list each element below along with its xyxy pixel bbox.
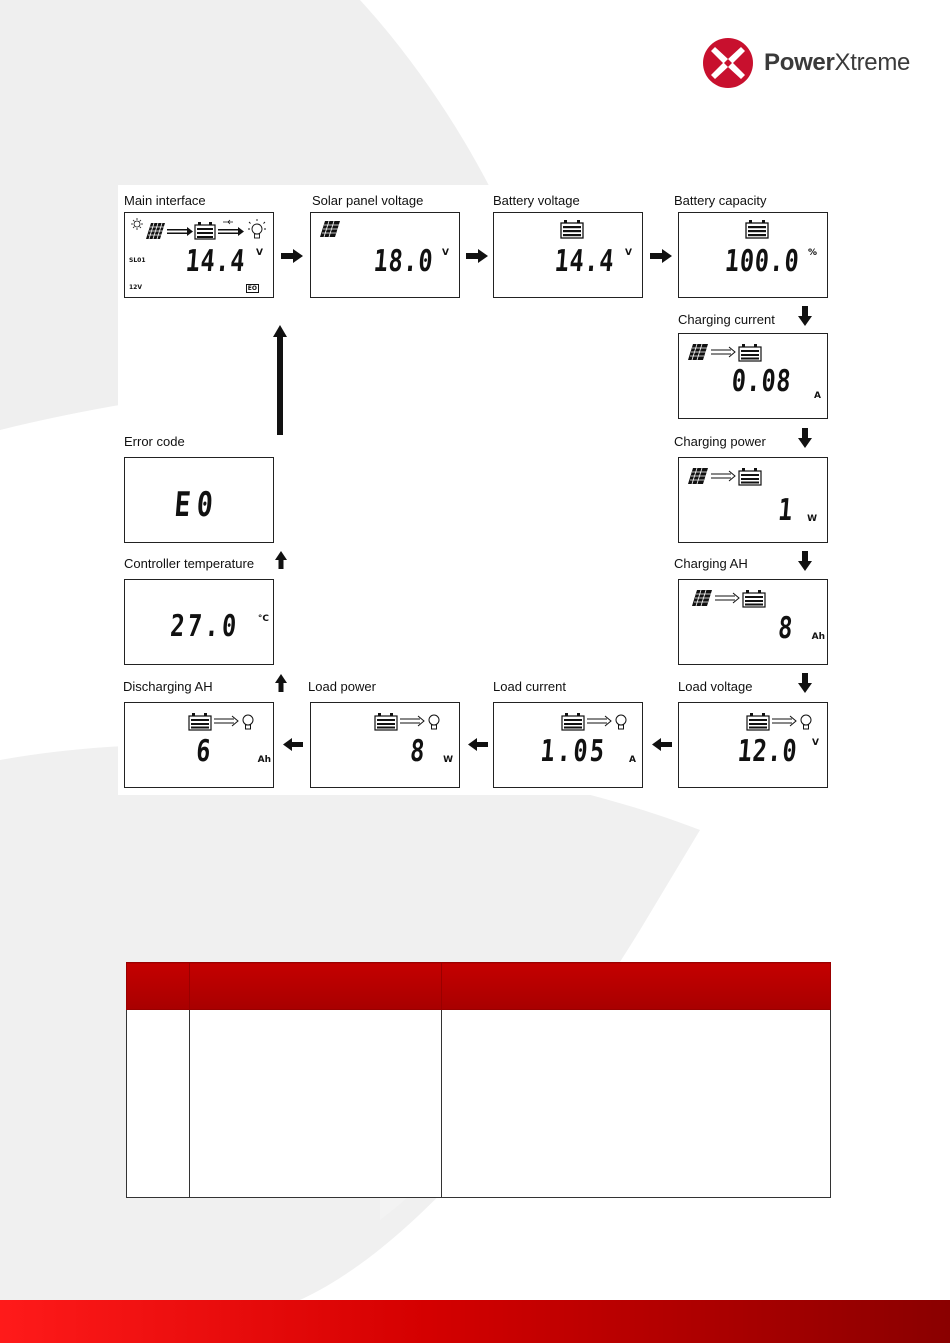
label-load-voltage: Load voltage xyxy=(678,679,753,694)
info-table xyxy=(126,962,831,1198)
arrow-right-icon xyxy=(466,249,488,263)
charging-current-unit: A xyxy=(814,391,821,401)
battery-icon xyxy=(560,219,584,239)
battery-to-load-icon xyxy=(187,711,267,731)
dotted-arrow-icon-2 xyxy=(218,227,244,236)
arrow-up-icon xyxy=(275,551,287,569)
label-controller-temperature: Controller temperature xyxy=(124,556,255,571)
screen-load-voltage xyxy=(678,702,828,788)
load-voltage-value: 12.0 xyxy=(736,734,799,769)
label-main-interface: Main interface xyxy=(124,193,206,208)
controller-temperature-value: 27.0 xyxy=(168,609,241,644)
label-load-current: Load current xyxy=(493,679,566,694)
long-arrow-up-icon xyxy=(273,325,287,435)
arrow-down-icon xyxy=(798,551,812,571)
arrow-down-icon xyxy=(798,306,812,326)
solar-to-battery-icon xyxy=(687,466,767,486)
battery-icon xyxy=(745,219,769,239)
main-interface-unit: V xyxy=(256,248,263,258)
arrow-left-icon xyxy=(468,738,488,751)
arrow-left-icon xyxy=(652,738,672,751)
sun-icon xyxy=(131,218,143,230)
bulb-icon xyxy=(248,219,266,238)
screen-error-code xyxy=(124,457,274,543)
battery-to-load-icon xyxy=(745,711,825,731)
screen-controller-temperature xyxy=(124,579,274,665)
screen-battery-voltage xyxy=(493,212,643,298)
small-label-bottom-right: EO xyxy=(247,285,257,292)
label-solar-panel-voltage: Solar panel voltage xyxy=(312,193,424,208)
label-charging-power: Charging power xyxy=(674,434,766,449)
arrow-down-icon xyxy=(798,428,812,448)
label-battery-capacity: Battery capacity xyxy=(674,193,767,208)
main-flow-icons xyxy=(129,217,269,245)
brand-name: PowerXtreme xyxy=(764,49,911,76)
battery-voltage-value: 14.4 xyxy=(553,244,616,279)
label-charging-current: Charging current xyxy=(678,312,775,327)
screen-charging-ah xyxy=(678,579,828,665)
label-load-power: Load power xyxy=(308,679,376,694)
screen-discharging-ah xyxy=(124,702,274,788)
error-code-value: E0 xyxy=(172,485,221,525)
screen-load-power xyxy=(310,702,460,788)
battery-to-load-icon xyxy=(560,711,640,731)
solar-panel-voltage-value: 18.0 xyxy=(372,244,435,279)
solar-panel-voltage-unit: V xyxy=(442,248,449,258)
screen-load-current xyxy=(493,702,643,788)
brand-logo xyxy=(702,36,910,90)
load-current-value: 1.05 xyxy=(538,734,608,769)
screen-charging-current xyxy=(678,333,828,419)
controller-temperature-unit: °C xyxy=(257,614,269,624)
battery-to-load-icon xyxy=(373,711,453,731)
small-label-bottom-left: 12V xyxy=(129,284,142,291)
label-discharging-ah: Discharging AH xyxy=(123,679,213,694)
table-header-cell xyxy=(190,963,442,1010)
table-row xyxy=(127,1010,831,1198)
load-power-unit: W xyxy=(443,755,453,765)
arrow-down-icon xyxy=(798,673,812,693)
main-interface-value: 14.4 xyxy=(184,244,247,279)
footer-band xyxy=(0,1300,950,1343)
label-charging-ah: Charging AH xyxy=(674,556,748,571)
arrow-right-icon xyxy=(650,249,672,263)
table-header-cell xyxy=(127,963,190,1010)
arrow-left-icon xyxy=(283,738,303,751)
lcd-menu-diagram xyxy=(118,185,830,795)
charging-current-value: 0.08 xyxy=(730,364,793,399)
load-power-value: 8 xyxy=(408,734,427,769)
table-header-cell xyxy=(442,963,831,1010)
arrow-up-icon xyxy=(275,674,287,692)
charging-power-unit: W xyxy=(807,514,817,524)
solar-to-battery-icon xyxy=(687,342,767,362)
label-battery-voltage: Battery voltage xyxy=(493,193,580,208)
charging-ah-unit: Ah xyxy=(811,632,825,642)
powerxtreme-x-icon xyxy=(702,37,754,89)
small-label-left: SL01 xyxy=(129,257,146,264)
table-cell xyxy=(190,1010,442,1198)
screen-solar-panel-voltage xyxy=(310,212,460,298)
table-cell xyxy=(442,1010,831,1198)
table-cell xyxy=(127,1010,190,1198)
battery-icon xyxy=(195,222,215,239)
discharging-ah-value: 6 xyxy=(194,734,213,769)
charging-ah-value: 8 xyxy=(776,611,795,646)
load-current-unit: A xyxy=(629,755,636,765)
load-voltage-unit: V xyxy=(812,738,819,748)
screen-charging-power xyxy=(678,457,828,543)
charging-power-value: 1 xyxy=(776,493,795,528)
solar-panel-icon xyxy=(146,223,165,239)
arrow-right-icon xyxy=(281,249,303,263)
solar-panel-icon xyxy=(319,219,341,239)
battery-voltage-unit: V xyxy=(625,248,632,258)
battery-capacity-value: 100.0 xyxy=(723,244,801,279)
table-header-row xyxy=(127,963,831,1010)
solar-to-battery-icon xyxy=(691,588,771,608)
screen-battery-capacity xyxy=(678,212,828,298)
screen-main-interface xyxy=(124,212,274,298)
dotted-arrow-icon xyxy=(167,227,193,236)
battery-capacity-unit: % xyxy=(807,248,817,258)
discharging-ah-unit: Ah xyxy=(257,755,271,765)
label-error-code: Error code xyxy=(124,434,185,449)
usb-icon xyxy=(223,220,233,224)
